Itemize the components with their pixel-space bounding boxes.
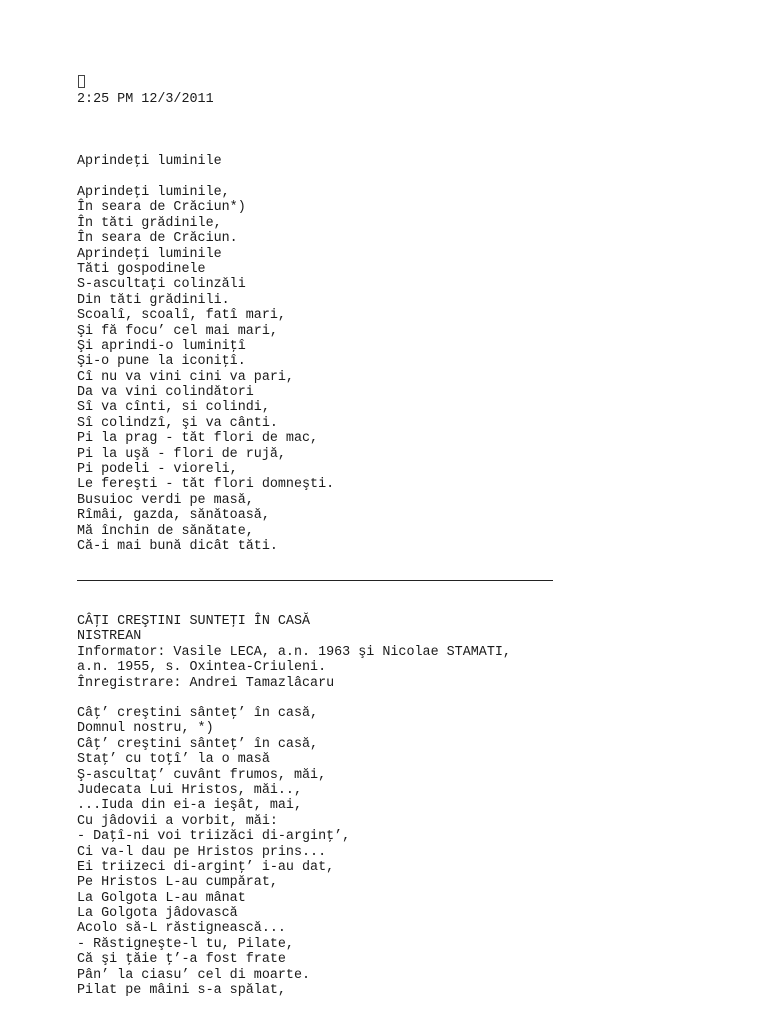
poem-line: Ei triizeci di-arginţ’ i-au dat, [77,859,335,875]
poem-header-line: Înregistrare: Andrei Tamazlâcaru [77,675,335,691]
poem-header-line: NISTREAN [77,629,142,645]
poem-line: Ci va-l dau pe Hristos prins... [77,844,327,860]
poem-line: Domnul nostru, *) [77,721,214,737]
poem-line: Aprindeţi luminile [77,246,222,262]
poem-line: Cu jâdovii a vorbit, măi: [77,813,278,829]
poem-line: Mă închin de sănătate, [77,523,254,539]
poem-line: Acolo să-L răstignească... [77,921,286,937]
poem-line: Pi podeli - vioreli, [77,462,238,478]
poem-line: Că-i mai bună dicât tăti. [77,538,278,554]
poem-line: Şi fă focu’ cel mai mari, [77,323,278,339]
separator-line [77,580,553,581]
poem-line: Câţ’ creştini sânteţ’ în casă, [77,706,319,721]
poem-line: Ş-ascultaţ’ cuvânt frumos, măi, [77,767,327,783]
poem-line: Şi-o pune la iconiţî. [77,354,246,370]
poem-header-line: Informator: Vasile LECA, a.n. 1963 şi Nicolae STAMATI, [77,644,511,660]
poem-header-line: CÂŢI CREŞTINI SUNTEŢI ÎN CASĂ [77,614,311,629]
poem-line: Câţ’ creştini sânteţ’ în casă, [77,736,319,752]
poem-title: Aprindeţi luminile [77,154,222,169]
poem-line: În tăti grădinile, [77,215,222,231]
poem-line: - Răstigneşte-l tu, Pilate, [77,936,294,952]
missing-glyph-icon [78,75,85,88]
poem-2-header [77,614,511,691]
poem-line: Pi la uşă - flori de rujă, [77,446,286,462]
poem-line: Staţ’ cu toţî’ la o masă [77,752,270,768]
poem-line: ...Iuda din ei-a ieşât, mai, [77,798,302,814]
poem-line: Tăti gospodinele [77,261,206,277]
poem-line: Şi aprindi-o luminiţî [77,338,246,354]
poem-line: Pe Hristos L-au cumpărat, [77,875,278,891]
poem-line: Scoalî, scoalî, fatî mari, [77,308,286,324]
poem-line: Aprindeţi luminile, [77,185,230,200]
poem-line: În seara de Crăciun*) [77,200,246,216]
poem-line: Sî colindzî, şi va cânti. [77,415,278,431]
poem-line: Judecata Lui Hristos, măi.., [77,782,302,798]
poem-line: Da va vini colindători [77,385,254,401]
poem-line: Pilat pe mâini s-a spălat, [77,983,286,999]
poem-line: S-ascultaţi colinzăli [77,277,246,293]
poem-header-line: a.n. 1955, s. Oxintea-Criuleni. [77,660,327,676]
poem-line: Pân’ la ciasu’ cel di moarte. [77,967,311,983]
poem-line: - Daţî-ni voi triizăci di-arginţ’, [77,829,351,845]
poem-line: Sî va cînti, si colindi, [77,400,270,416]
poem-line: Rîmâi, gazda, sănătoasă, [77,508,270,524]
poem-line: Cî nu va vini cini va pari, [77,369,294,385]
poem-line: Busuioc verdi pe masă, [77,492,254,508]
poem-line: În seara de Crăciun. [77,231,238,247]
poem-line: La Golgota jâdovască [77,906,238,922]
poem-line: Din tăti grădinili. [77,292,230,308]
poem-line: Le fereşti - tăt flori domneşti. [77,477,335,493]
poem-line: Că şi ţăie ţ’-a fost frate [77,952,286,968]
timestamp: 2:25 PM 12/3/2011 [77,92,214,107]
poem-2-lines [77,706,350,998]
poem-1-lines [77,185,334,554]
poem-line: La Golgota L-au mânat [77,890,246,906]
poem-line: Pi la prag - tăt flori de mac, [77,431,319,447]
